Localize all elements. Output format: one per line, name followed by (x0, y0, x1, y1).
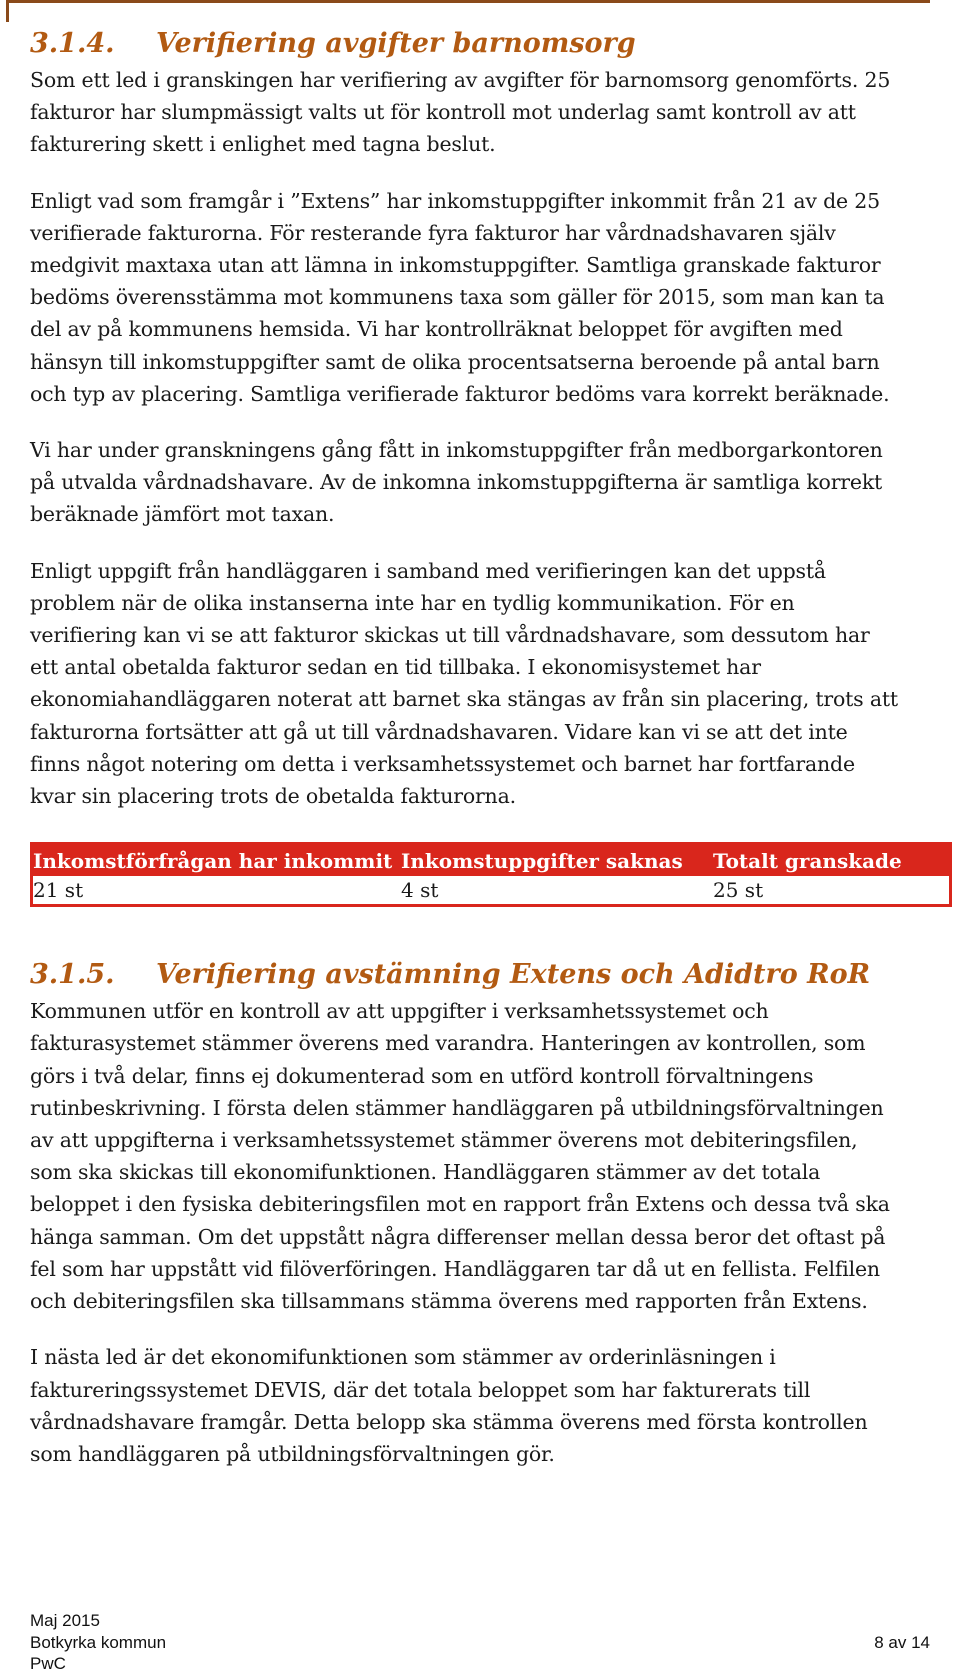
table-header-cell: Inkomstförfrågan har inkommit (33, 849, 393, 874)
paragraph: I nästa led är det ekonomifunktionen som stämmer av orderinläsningen i faktureringssystemet DEVIS, där det totala beloppet som har fakturerats till vårdnadshavare framgår. Detta belopp ska stämma överens med första kontrollen som handläggaren på utbildningsförvaltningen gör. (30, 1345, 868, 1466)
footer-organization: Botkyrka kommun (30, 1632, 167, 1652)
page-corner-mark (6, 0, 930, 22)
paragraph: Enligt vad som framgår i ”Extens” har inkomstuppgifter inkommit från 21 av de 25 verifierade fakturorna. För resterande fyra fakturor har vårdnadshavaren själv medgivit maxtaxa utan att lämna in inkomstuppgifter. Samtliga granskade fakturor bedöms överensstämma mot kommunens taxa som gäller för 2015, som man kan ta del av på kommunens hemsida. Vi har kontrollräknat beloppet för avgiften med hänsyn till inkomstuppgifter samt de olika procentsatserna beroende på antal barn och typ av placering. Samtliga verifierade fakturor bedöms vara korrekt beräknade. (30, 188, 890, 406)
table-header-cell: Inkomstuppgifter saknas (401, 849, 683, 874)
section-title: Verifiering avgifter barnomsorg (156, 28, 636, 59)
page-footer (30, 1610, 166, 1675)
paragraph: Som ett led i granskingen har verifiering av avgifter för barnomsorg genomförts. 25 fakturor har slumpmässigt valts ut för kontroll mot underlag samt kontroll av att fakturering skett i enlighet med tagna beslut. (30, 68, 891, 157)
table-cell: 4 st (401, 878, 439, 903)
document-body (30, 24, 930, 1470)
table-cell: 25 st (713, 878, 764, 903)
footer-date: Maj 2015 (30, 1611, 100, 1630)
table-header-cell: Totalt granskade (713, 849, 902, 874)
section-heading-3-1-4 (30, 24, 930, 64)
section-title: Verifiering avstämning Extens och Adidtro RoR (156, 959, 871, 991)
table-header-row (33, 845, 949, 876)
table-cell: 21 st (33, 878, 84, 903)
paragraph: Kommunen utför en kontroll av att uppgifter i verksamhetssystemet och fakturasystemet stämmer överens med varandra. Hanteringen av kontrollen, som görs i två delar, finns ej dokumenterad som en utförd kontroll förvaltningens rutinbeskrivning. I första delen stämmer handläggaren på utbildningsförvaltningen av att uppgifterna i verksamhetssystemet stämmer överens mot debiteringsfilen, som ska skickas till ekonomifunktionen. Handläggaren stämmer av det totala beloppet i den fysiska debiteringsfilen mot en rapport från Extens och dessa två ska hänga samman. Om det uppstått några differenser mellan dessa beror det oftast på fel som har uppstått vid filöverföringen. Handläggaren tar då ut en fellista. Felfilen och debiteringsfilen ska tillsammans stämma överens med rapporten från Extens. (30, 999, 890, 1314)
section-number: 3.1.5. (30, 959, 115, 991)
summary-table (30, 842, 952, 907)
section-heading-3-1-5 (30, 955, 930, 995)
paragraph: Vi har under granskningens gång fått in inkomstuppgifter från medborgarkontoren på utvalda vårdnadshavare. Av de inkomna inkomstuppgifterna är samtliga korrekt beräknade jämfört mot taxan. (30, 438, 883, 527)
footer-firm: PwC (30, 1654, 66, 1673)
page-number: 8 av 14 (874, 1633, 930, 1652)
section-number: 3.1.4. (30, 28, 115, 59)
table-row (33, 876, 949, 904)
paragraph: Enligt uppgift från handläggaren i samband med verifieringen kan det uppstå problem när de olika instanserna inte har en tydlig kommunikation. För en verifiering kan vi se att fakturor skickas ut till vårdnadshavare, som dessutom har ett antal obetalda fakturor sedan en tid tillbaka. I ekonomisystemet har ekonomiahandläggaren noterat att barnet ska stängas av från sin placering, trots att fakturorna fortsätter att gå ut till vårdnadshavaren. Vidare kan vi se att det inte finns något notering om detta i verksamhetssystemet och barnet har fortfarande kvar sin placering trots de obetalda fakturorna. (30, 558, 898, 809)
